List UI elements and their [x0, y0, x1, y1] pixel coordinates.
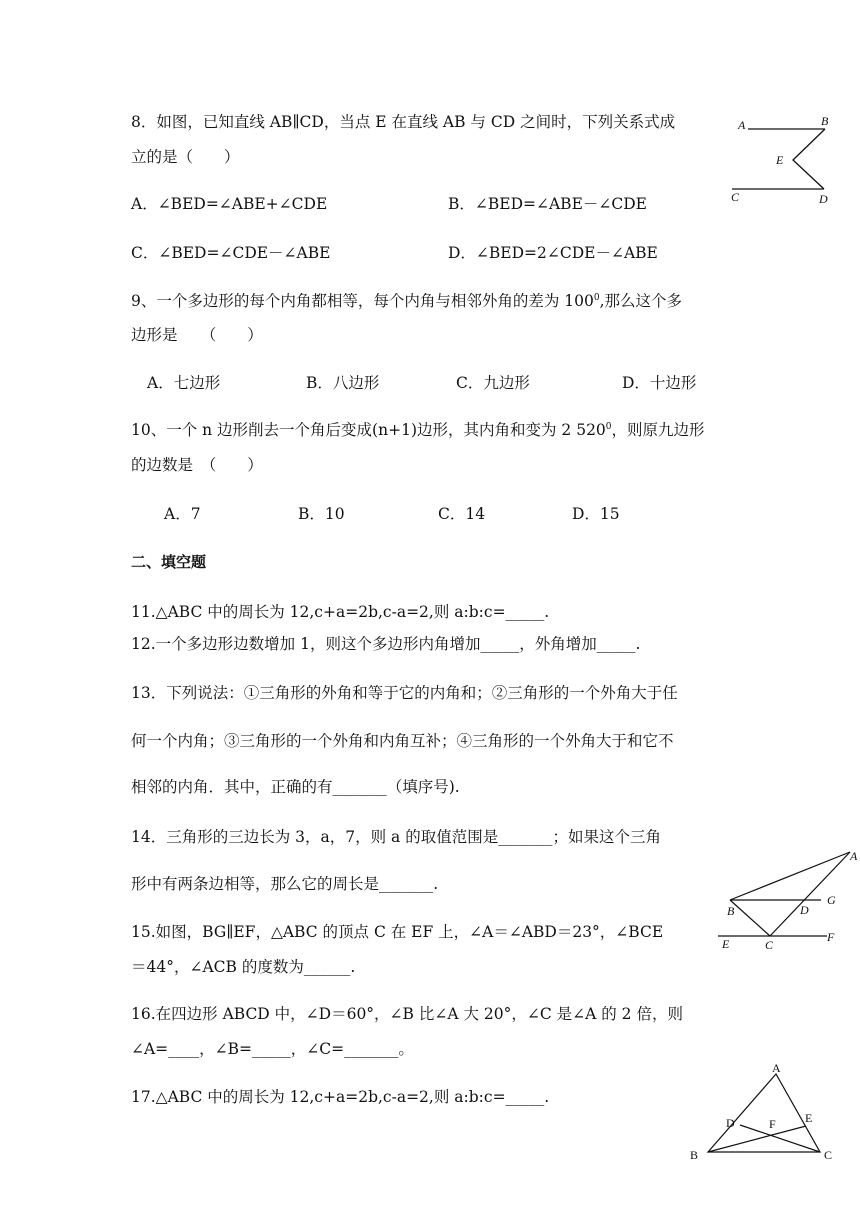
q15-label-c: C — [765, 938, 774, 952]
q15-stem-line2: ＝44°，∠ACB 的度数为______. — [131, 958, 356, 976]
q13-stem-line2: 何一个内角；③三角形的一个外角和内角互补；④三角形的一个外角大于和它不 — [131, 732, 674, 750]
q13-stem-line1: 13．下列说法：①三角形的外角和等于它的内角和；②三角形的一个外角大于任 — [131, 684, 678, 702]
q15-stem-line1: 15.如图，BG∥EF，△ABC 的顶点 C 在 EF 上，∠A＝∠ABD＝23°，∠BCE — [131, 923, 664, 941]
q14-stem-line2: 形中有两条边相等，那么它的周长是_______. — [131, 875, 439, 893]
q15-label-e: E — [722, 937, 730, 951]
q16-stem-line2: ∠A=____，∠B=_____，∠C=_______。 — [131, 1040, 414, 1058]
q17-figure-triangle-cevians — [686, 1058, 841, 1166]
q9-option-a: A．七边形 — [147, 374, 221, 392]
q8-stem-line1: 8．如图，已知直线 AB∥CD，当点 E 在直线 AB 与 CD 之间时，下列关系式成 — [131, 113, 676, 131]
q8-label-d: D — [819, 192, 828, 206]
q9-stem-line1: 9、一个多边形的每个内角都相等，每个内角与相邻外角的差为 $100^0$,那么这个多 — [131, 292, 683, 310]
q17-label-d: D — [726, 1116, 735, 1130]
q10-option-d: D．15 — [572, 505, 620, 523]
q8-figure-parallel-lines — [728, 112, 843, 208]
q15-label-g: G — [827, 893, 836, 907]
q9-option-d: D．十边形 — [622, 374, 697, 392]
q16-stem-line1: 16.在四边形 ABCD 中，∠D＝60°，∠B 比∠A 大 20°，∠C 是∠A 的 2 倍，则 — [131, 1005, 683, 1023]
q10-option-c: C．14 — [438, 505, 486, 523]
q10-stem-line1: 10、一个 n 边形削去一个角后变成(n+1)边形，其内角和变为 2 $520^0$，则原九边形 — [131, 421, 705, 439]
q11-stem: 11.△ABC 中的周长为 12,c+a=2b,c-a=2,则 a:b:c=_____. — [131, 603, 550, 621]
q8-option-d: D．∠BED=2∠CDE－∠ABE — [448, 244, 658, 262]
q15-label-d: D — [800, 903, 809, 917]
q10-option-b: B．10 — [298, 505, 345, 523]
q17-label-c: C — [824, 1148, 833, 1162]
q17-label-a: A — [772, 1061, 781, 1075]
q9-option-b: B．八边形 — [306, 374, 380, 392]
q8-label-a: A — [738, 118, 746, 132]
q17-stem: 17.△ABC 中的周长为 12,c+a=2b,c-a=2,则 a:b:c=_____. — [131, 1088, 550, 1106]
q8-option-a: A．∠BED=∠ABE+∠CDE — [131, 195, 328, 213]
q9-stem-line2: 边形是 （ ） — [131, 326, 263, 344]
q12-stem: 12.一个多边形边数增加 1，则这个多边形内角增加_____，外角增加_____. — [131, 635, 641, 653]
q10-option-a: A．7 — [164, 505, 201, 523]
q8-stem-line2: 立的是（ ） — [131, 148, 240, 166]
q10-stem-line2: 的边数是 （ ） — [131, 456, 263, 474]
q14-stem-line1: 14．三角形的三边长为 3，a，7，则 a 的取值范围是_______；如果这个三角 — [131, 828, 661, 846]
q8-label-e: E — [776, 153, 784, 167]
q15-label-b: B — [727, 904, 735, 918]
q9-option-c: C．九边形 — [456, 374, 530, 392]
q17-label-f: F — [769, 1117, 776, 1131]
q17-label-b: B — [690, 1148, 699, 1162]
q8-label-b: B — [821, 114, 829, 128]
q13-stem-line3: 相邻的内角．其中，正确的有_______（填序号). — [131, 778, 460, 796]
q15-label-a: A — [850, 849, 858, 863]
q8-label-c: C — [731, 190, 740, 204]
q17-label-e: E — [805, 1111, 813, 1125]
section-heading-fill-in: 二、填空题 — [131, 553, 207, 571]
q15-figure-triangle-parallel — [716, 842, 858, 954]
q15-label-f: F — [827, 930, 835, 944]
q8-option-c: C．∠BED=∠CDE－∠ABE — [131, 244, 331, 262]
q8-option-b: B．∠BED=∠ABE－∠CDE — [448, 195, 647, 213]
